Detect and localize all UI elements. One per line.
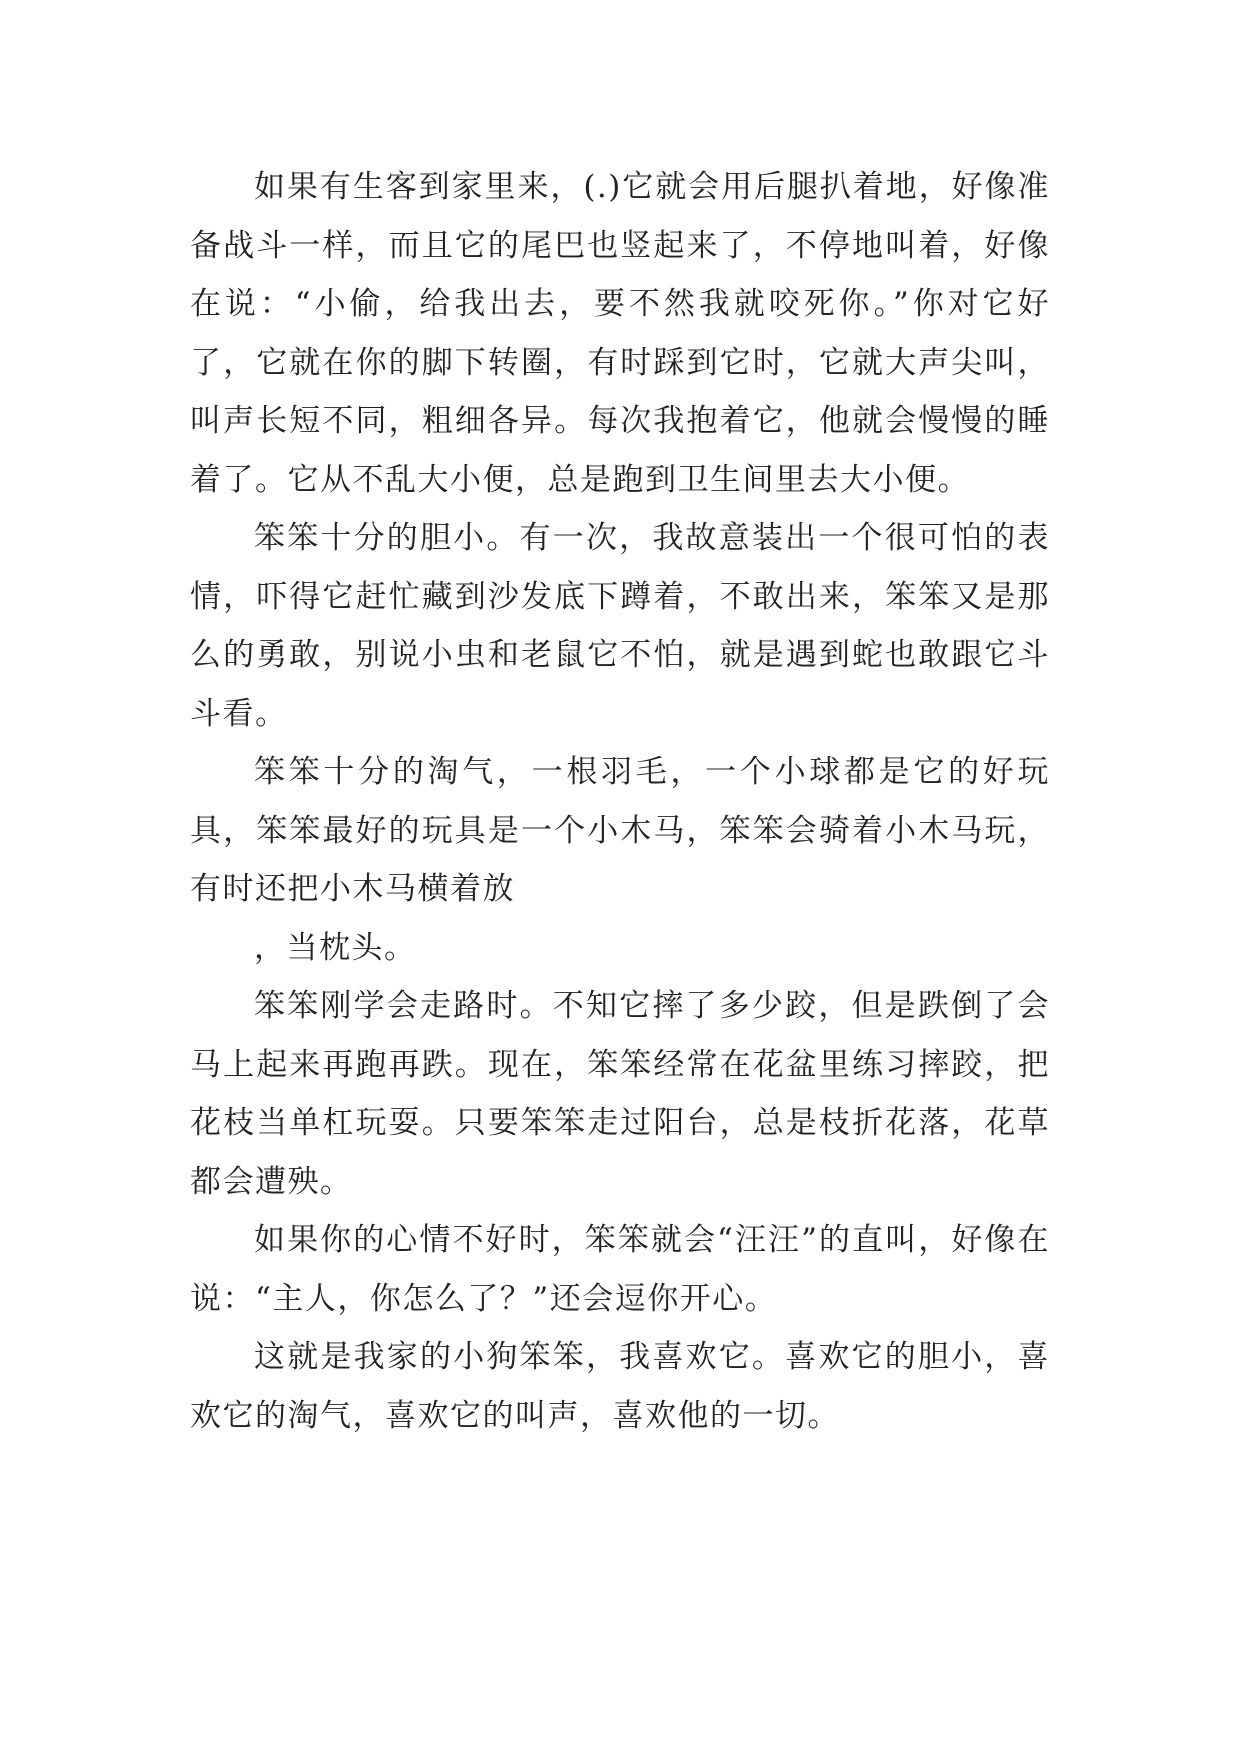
document-body: [190, 158, 1050, 1445]
paragraph-3: 笨笨十分的淘气，一根羽毛，一个小球都是它的好玩具，笨笨最好的玩具是一个小木马，笨笨会骑着小木马玩，有时还把小木马横着放: [190, 754, 1050, 907]
paragraph-5: 如果你的心情不好时，笨笨就会“汪汪”的直叫，好像在说：“主人，你怎么了？”还会逗你开心。: [190, 1222, 1050, 1317]
paragraph-6: 这就是我家的小狗笨笨，我喜欢它。喜欢它的胆小，喜欢它的淘气，喜欢它的叫声，喜欢他的一切。: [190, 1339, 1050, 1434]
paragraph-4: 笨笨刚学会走路时。不知它摔了多少跤，但是跌倒了会马上起来再跑再跌。现在，笨笨经常在花盆里练习摔跤，把花枝当单杠玩耍。只要笨笨走过阳台，总是枝折花落，花草都会遭殃。: [190, 988, 1050, 1200]
paragraph-fragment: ，当枕头。: [254, 929, 417, 966]
paragraph-1: 如果有生客到家里来，(.)它就会用后腿扒着地，好像准备战斗一样，而且它的尾巴也竖起来了，不停地叫着，好像在说：“小偷，给我出去，要不然我就咬死你。”你对它好了，它就在你的脚下转圈，有时踩到它时，它就大声尖叫，叫声长短不同，粗细各异。每次我抱着它，他就会慢慢的睡着了。它从不乱大小便，总是跑到卫生间里去大小便。: [190, 169, 1050, 498]
paragraph-2: 笨笨十分的胆小。有一次，我故意装出一个很可怕的表情，吓得它赶忙藏到沙发底下蹲着，不敢出来，笨笨又是那么的勇敢，别说小虫和老鼠它不怕，就是遇到蛇也敢跟它斗斗看。: [190, 520, 1050, 732]
